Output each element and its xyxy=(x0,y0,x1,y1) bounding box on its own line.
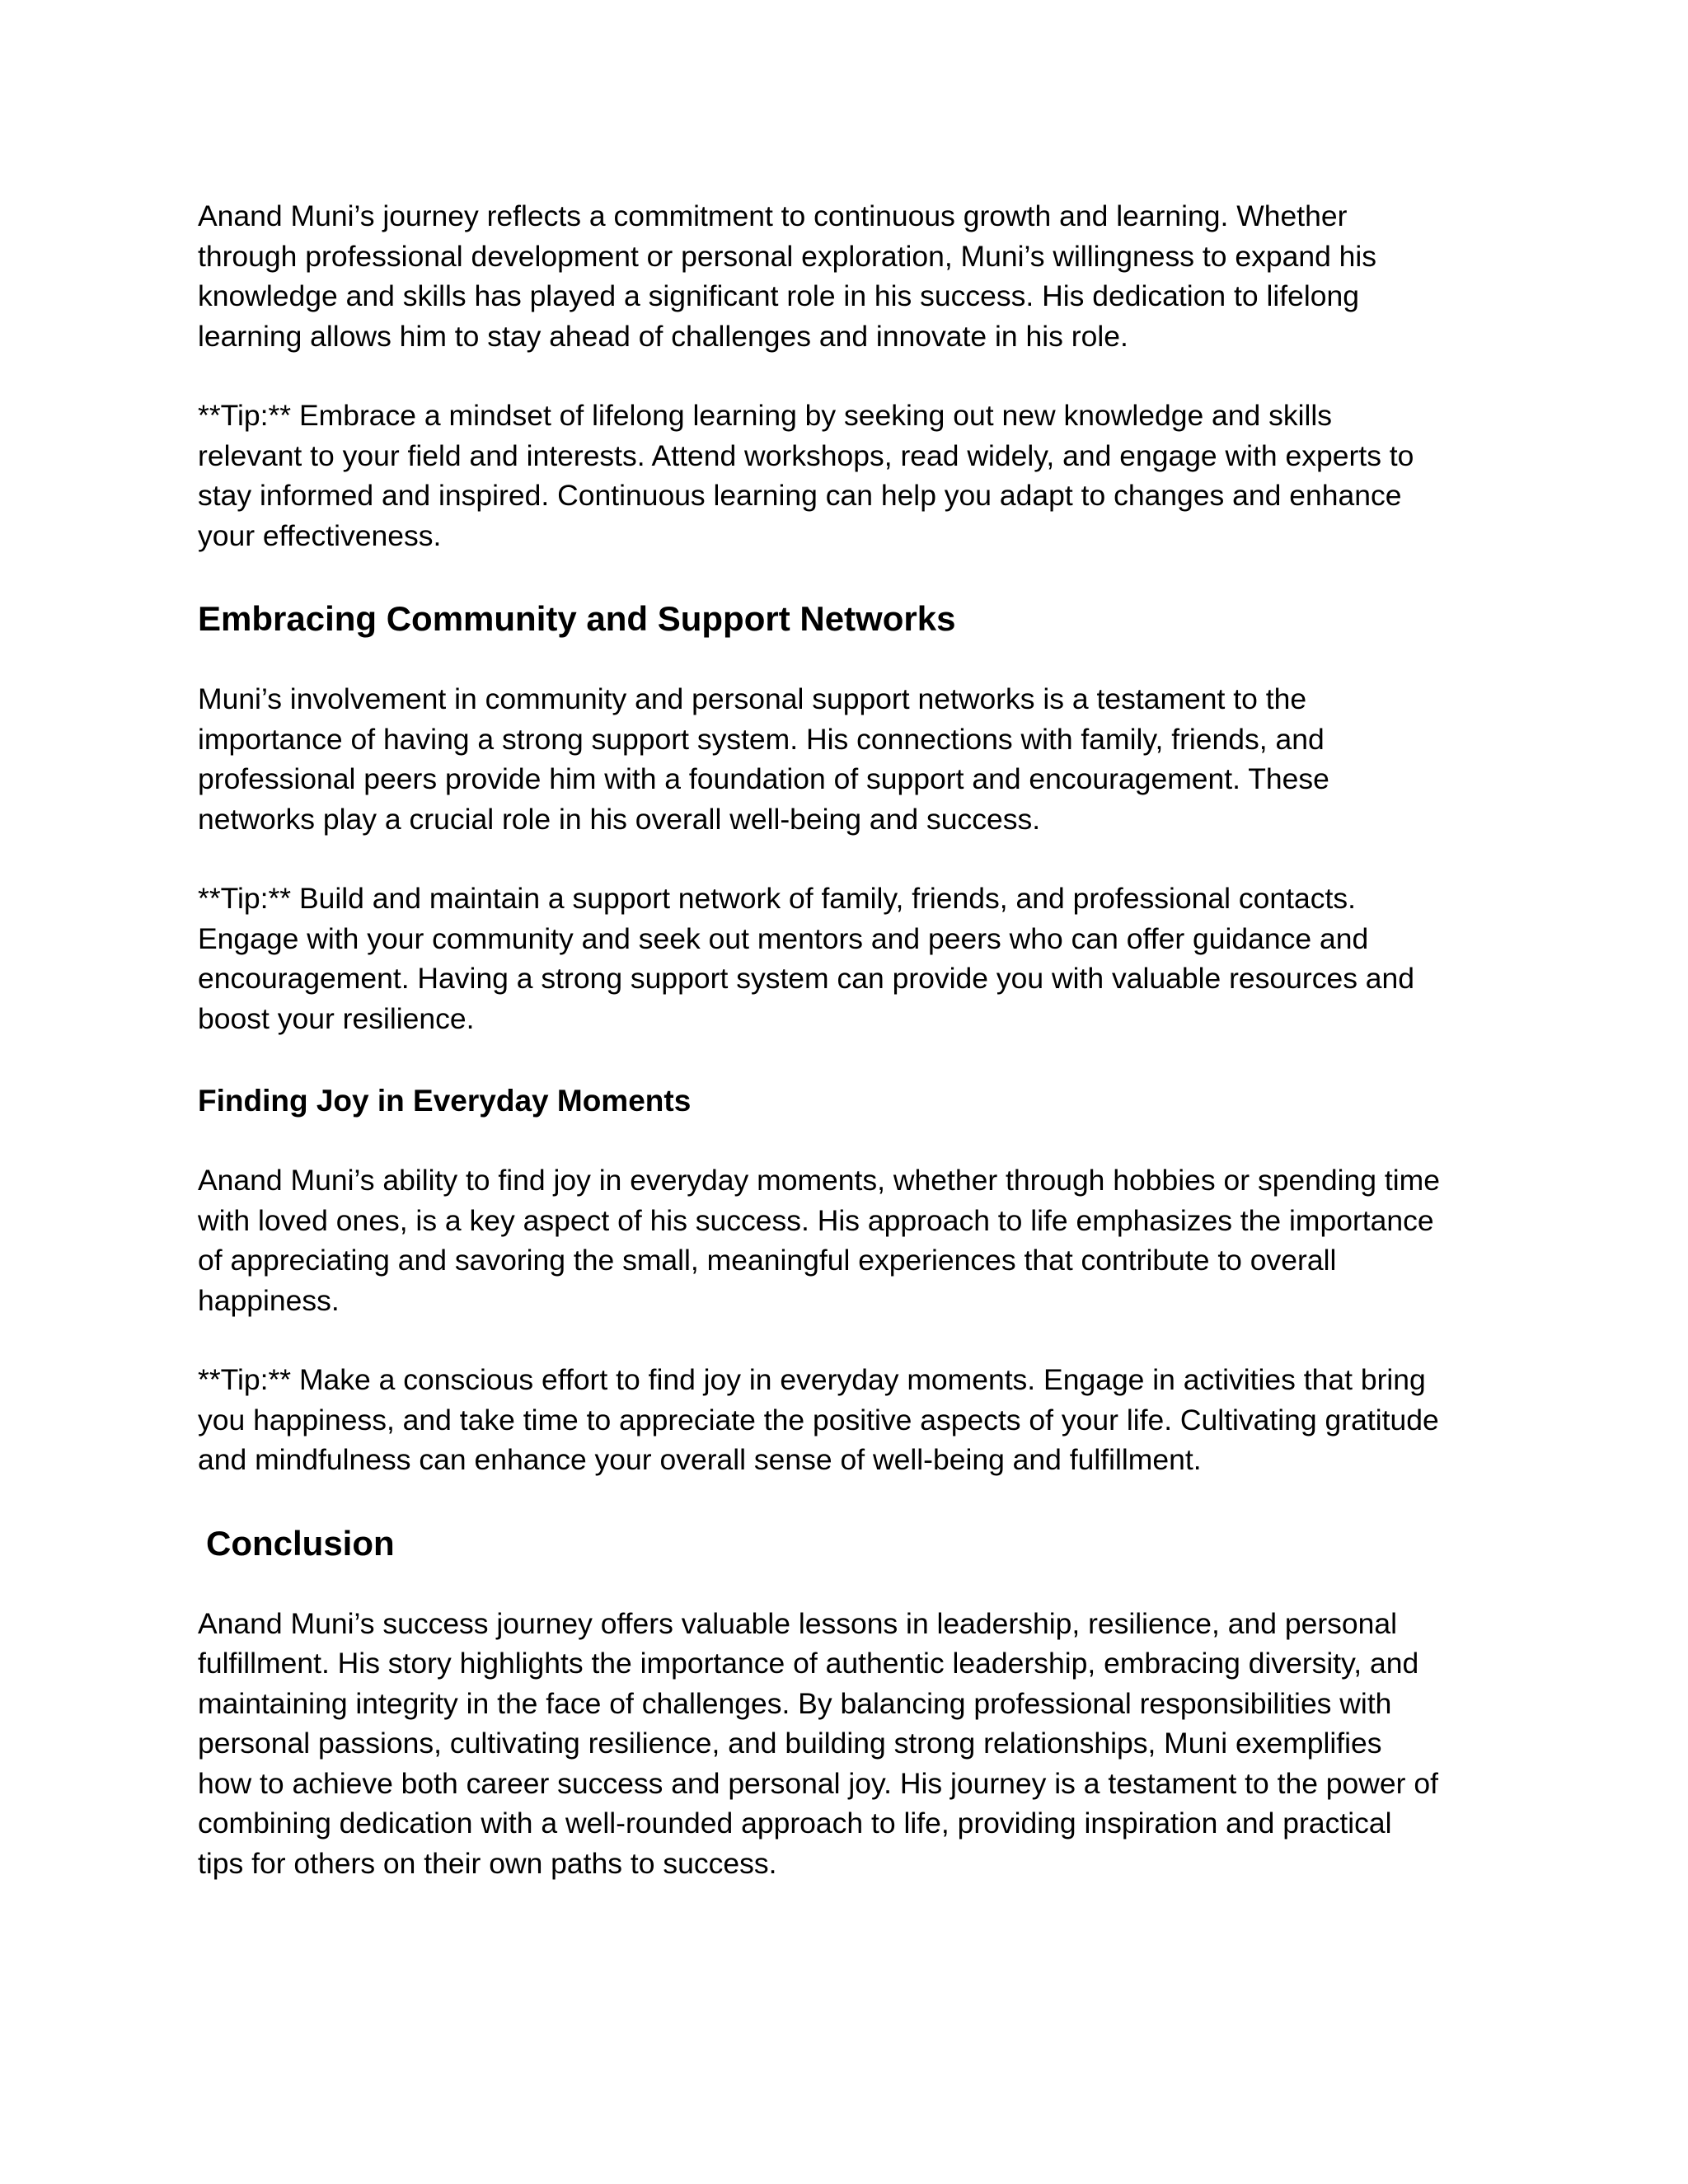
heading-community-support: Embracing Community and Support Networks xyxy=(198,599,956,638)
paragraph-finding-joy xyxy=(198,1160,1517,1320)
paragraph-community-support xyxy=(198,679,1517,839)
text-line: you happiness, and take time to appreciate the positive aspects of your life. Cultivating gratitude xyxy=(198,1403,1439,1436)
text-line: with loved ones, is a key aspect of his success. His approach to life emphasizes the importance xyxy=(198,1203,1434,1237)
text-line: your effectiveness. xyxy=(198,518,442,552)
text-line: and mindfulness can enhance your overall sense of well-being and fulfillment. xyxy=(198,1443,1202,1476)
paragraph-continuous-learning xyxy=(198,196,1517,356)
text-line: knowledge and skills has played a significant role in his success. His dedication to lifelong xyxy=(198,279,1359,312)
tip-lifelong-learning xyxy=(198,396,1517,555)
paragraph-conclusion xyxy=(198,1604,1517,1884)
heading-finding-joy: Finding Joy in Everyday Moments xyxy=(198,1084,692,1118)
text-line: **Tip:** Build and maintain a support network of family, friends, and professional contacts. xyxy=(198,882,1356,915)
text-line: happiness. xyxy=(198,1283,340,1317)
text-line: stay informed and inspired. Continuous learning can help you adapt to changes and enhance xyxy=(198,479,1402,512)
text-line: maintaining integrity in the face of challenges. By balancing professional responsibilities with xyxy=(198,1686,1392,1720)
heading-conclusion: Conclusion xyxy=(206,1523,395,1563)
text-line: tips for others on their own paths to success. xyxy=(198,1846,777,1880)
text-line: importance of having a strong support system. His connections with family, friends, and xyxy=(198,722,1325,756)
tip-everyday-joy xyxy=(198,1360,1517,1480)
text-line: Muni’s involvement in community and personal support networks is a testament to the xyxy=(198,682,1307,715)
text-line: **Tip:** Make a conscious effort to find joy in everyday moments. Engage in activities that bring xyxy=(198,1363,1426,1396)
document-page xyxy=(198,196,1517,1883)
tip-support-network xyxy=(198,879,1517,1038)
text-line: boost your resilience. xyxy=(198,1001,475,1035)
text-line: combining dedication with a well-rounded approach to life, providing inspiration and practical xyxy=(198,1807,1392,1840)
text-line: through professional development or personal exploration, Muni’s willingness to expand his xyxy=(198,239,1377,273)
text-line: professional peers provide him with a foundation of support and encouragement. These xyxy=(198,762,1329,795)
text-line: fulfillment. His story highlights the importance of authentic leadership, embracing diversity, and xyxy=(198,1647,1419,1680)
text-line: learning allows him to stay ahead of challenges and innovate in his role. xyxy=(198,319,1128,353)
text-line: personal passions, cultivating resilience, and building strong relationships, Muni exemplifies xyxy=(198,1727,1382,1760)
text-line: Engage with your community and seek out mentors and peers who can offer guidance and xyxy=(198,921,1369,955)
text-line: **Tip:** Embrace a mindset of lifelong learning by seeking out new knowledge and skills xyxy=(198,399,1333,432)
text-line: Anand Muni’s success journey offers valuable lessons in leadership, resilience, and personal xyxy=(198,1606,1398,1640)
text-line: encouragement. Having a strong support system can provide you with valuable resources and xyxy=(198,962,1415,995)
text-line: Anand Muni’s journey reflects a commitment to continuous growth and learning. Whether xyxy=(198,199,1348,232)
text-line: Anand Muni’s ability to find joy in everyday moments, whether through hobbies or spending time xyxy=(198,1164,1440,1197)
text-line: of appreciating and savoring the small, meaningful experiences that contribute to overall xyxy=(198,1244,1337,1277)
text-line: relevant to your field and interests. Attend workshops, read widely, and engage with experts to xyxy=(198,438,1414,472)
text-line: how to achieve both career success and personal joy. His journey is a testament to the power of xyxy=(198,1766,1438,1800)
text-line: networks play a crucial role in his overall well-being and success. xyxy=(198,802,1041,836)
